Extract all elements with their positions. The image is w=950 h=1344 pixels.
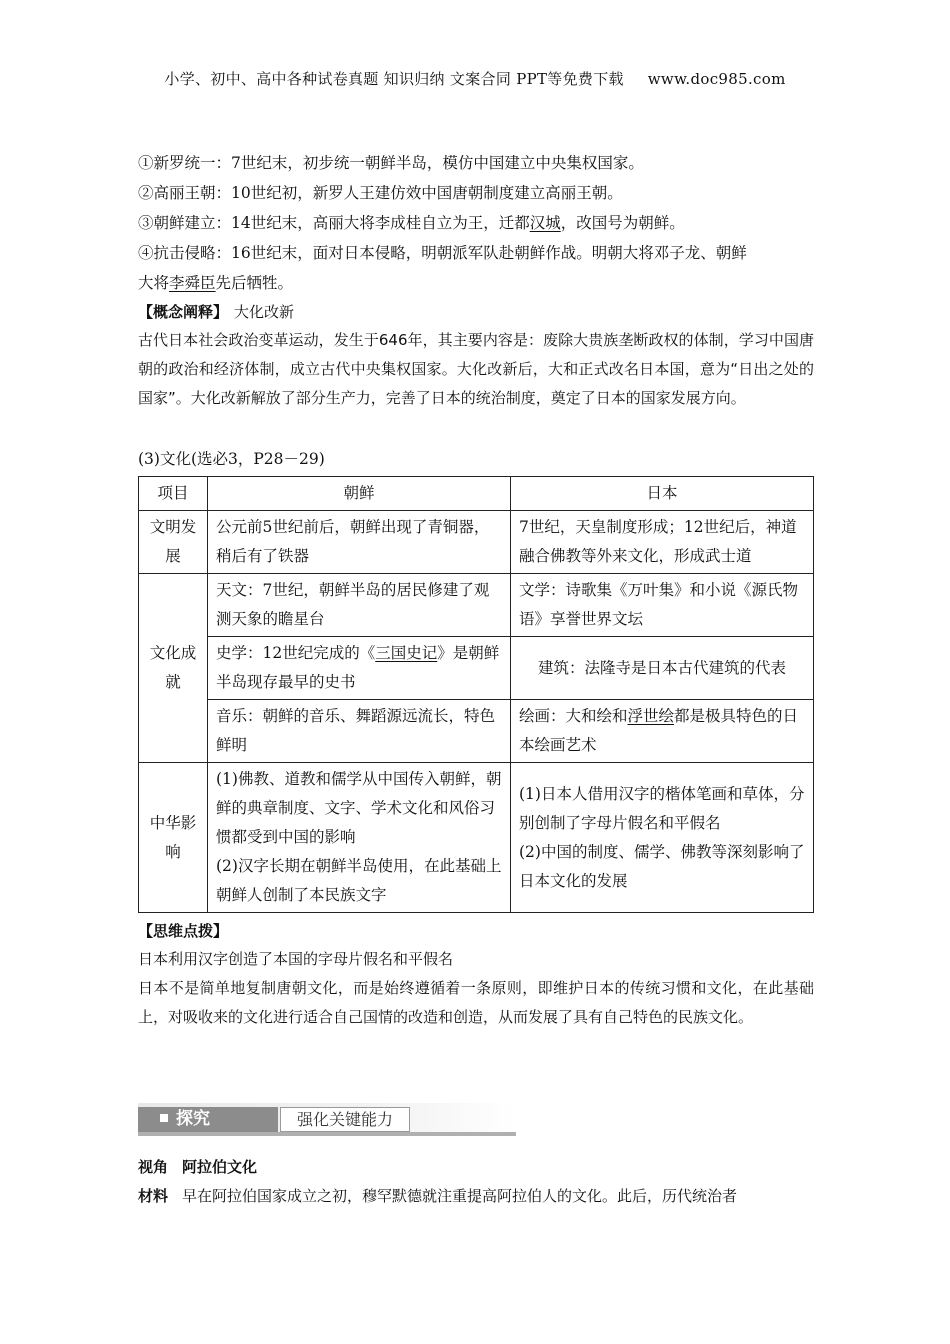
- table-row: [139, 700, 814, 763]
- row-label: 文化成就: [139, 574, 208, 763]
- concept-title: 大化改新: [234, 303, 295, 321]
- perspective-title: 阿拉伯文化: [182, 1158, 258, 1176]
- underlined-term: 汉城: [529, 214, 561, 232]
- cell-japan: [511, 700, 814, 763]
- cell-korea: 音乐：朝鲜的音乐、舞蹈源远流长，特色鲜明: [208, 700, 511, 763]
- cell-korea: [208, 763, 511, 913]
- page-header: [0, 68, 950, 89]
- thinking-section: [138, 917, 814, 1032]
- item-text: 大将: [138, 274, 170, 292]
- table-row: [139, 763, 814, 913]
- cell-japan: 建筑：法隆寺是日本古代建筑的代表: [511, 637, 814, 700]
- table-header-row: [139, 477, 814, 511]
- header-text: 小学、初中、高中各种试卷真题 知识归纳 文案合同 PPT等免费下载: [164, 70, 624, 88]
- thinking-line: 日本利用汉字创造了本国的字母片假名和平假名: [138, 950, 454, 968]
- cell-text: 》是朝鲜半岛现存最早的史书: [216, 644, 500, 691]
- culture-table: [138, 476, 814, 913]
- cell-japan: 文学：诗歌集《万叶集》和小说《源氏物语》享誉世界文坛: [511, 574, 814, 637]
- material-line: [138, 1182, 814, 1211]
- cell-text: (2)汉字长期在朝鲜半岛使用，在此基础上朝鲜人创制了本民族文字: [216, 857, 502, 904]
- perspective-label: 视角: [138, 1158, 169, 1176]
- item-text: ③朝鲜建立：14世纪末，高丽大将李成桂自立为王，迁都: [138, 214, 530, 232]
- perspective-heading: [138, 1153, 814, 1182]
- underlined-term: 李舜臣: [169, 274, 216, 292]
- explore-banner: [138, 1103, 516, 1136]
- table-row: [139, 637, 814, 700]
- concept-label: 【概念阐释】: [138, 303, 229, 321]
- cell-text: (2)中国的制度、儒学、佛教等深刻影响了日本文化的发展: [519, 842, 805, 890]
- list-item: ②高丽王朝：10世纪初，新罗人王建仿效中国唐朝制度建立高丽王朝。: [138, 184, 623, 202]
- col-header-item: 项目: [139, 477, 208, 511]
- cell-text: 都是极具特色的日本绘画艺术: [519, 707, 799, 754]
- underlined-term: 浮世绘: [627, 707, 675, 725]
- cell-japan: 7世纪，天皇制度形成；12世纪后，神道融合佛教等外来文化，形成武士道: [511, 511, 814, 574]
- concept-heading: [138, 298, 814, 326]
- cell-text: (1)佛教、道教和儒学从中国传入朝鲜，朝鲜的典章制度、文字、学术文化和风俗习惯都受到中国的影响: [216, 770, 502, 846]
- list-item-continuation: [138, 268, 814, 298]
- item-text: ，改国号为朝鲜。: [560, 214, 685, 232]
- cell-korea: [208, 637, 511, 700]
- material-text: 早在阿拉伯国家成立之初，穆罕默德就注重提高阿拉伯人的文化。此后，历代统治者: [182, 1187, 738, 1205]
- concept-body: 古代日本社会政治变革运动，发生于646年，其主要内容是：废除大贵族垄断政权的体制，学习中国唐朝的政治和经济体制，成立古代中央集权国家。大化改新后，大和正式改名日本国，意为“日出之处的国家”。大化改新解放了部分生产力，完善了日本的统治制度，奠定了日本的国家发展方向。: [138, 331, 814, 407]
- cell-korea: 公元前5世纪前后，朝鲜出现了青铜器，稍后有了铁器: [208, 511, 511, 574]
- list-item: ①新罗统一：7世纪末，初步统一朝鲜半岛，模仿中国建立中央集权国家。: [138, 154, 644, 172]
- banner-left: [138, 1107, 278, 1132]
- col-header-japan: 日本: [511, 477, 814, 511]
- material-label: 材料: [138, 1187, 169, 1205]
- thinking-body: 日本不是简单地复制唐朝文化，而是始终遵循着一条原则，即维护日本的传统习惯和文化，在此基础上，对吸收来的文化进行适合自己国情的改造和创造，从而发展了具有自己特色的民族文化。: [138, 979, 814, 1026]
- banner-rule: [138, 1132, 516, 1136]
- row-label: 文明发展: [139, 511, 208, 574]
- header-url[interactable]: www.doc985.com: [647, 70, 786, 88]
- concept-section: [138, 298, 814, 413]
- section-title: (3)文化(选必3，P28－29): [138, 450, 325, 468]
- cell-text: 绘画：大和绘和: [519, 707, 628, 725]
- list-item: [138, 208, 814, 238]
- cell-text: 史学：12世纪完成的《: [216, 644, 376, 662]
- cell-japan: [511, 763, 814, 913]
- underlined-term: 三国史记: [375, 644, 438, 662]
- item-text: 先后牺牲。: [215, 274, 294, 292]
- perspective-section: [138, 1153, 814, 1211]
- banner-left-label: 探究: [176, 1109, 210, 1129]
- list-item: ④抗击侵略：16世纪末，面对日本侵略，明朝派军队赴朝鲜作战。明朝大将邓子龙、朝鲜: [138, 244, 747, 262]
- cell-text: (1)日本人借用汉字的楷体笔画和草体，分别创制了字母片假名和平假名: [519, 784, 805, 832]
- banner-right-label: 强化关键能力: [280, 1107, 410, 1132]
- table-row: [139, 511, 814, 574]
- table-row: [139, 574, 814, 637]
- thinking-heading: 【思维点拨】: [138, 922, 229, 940]
- cell-korea: 天文：7世纪，朝鲜半岛的居民修建了观测天象的瞻星台: [208, 574, 511, 637]
- section-heading: [138, 444, 814, 474]
- row-label: 中华影响: [139, 763, 208, 913]
- square-bullet-icon: [160, 1114, 168, 1122]
- col-header-korea: 朝鲜: [208, 477, 511, 511]
- korea-history-list: [138, 148, 814, 298]
